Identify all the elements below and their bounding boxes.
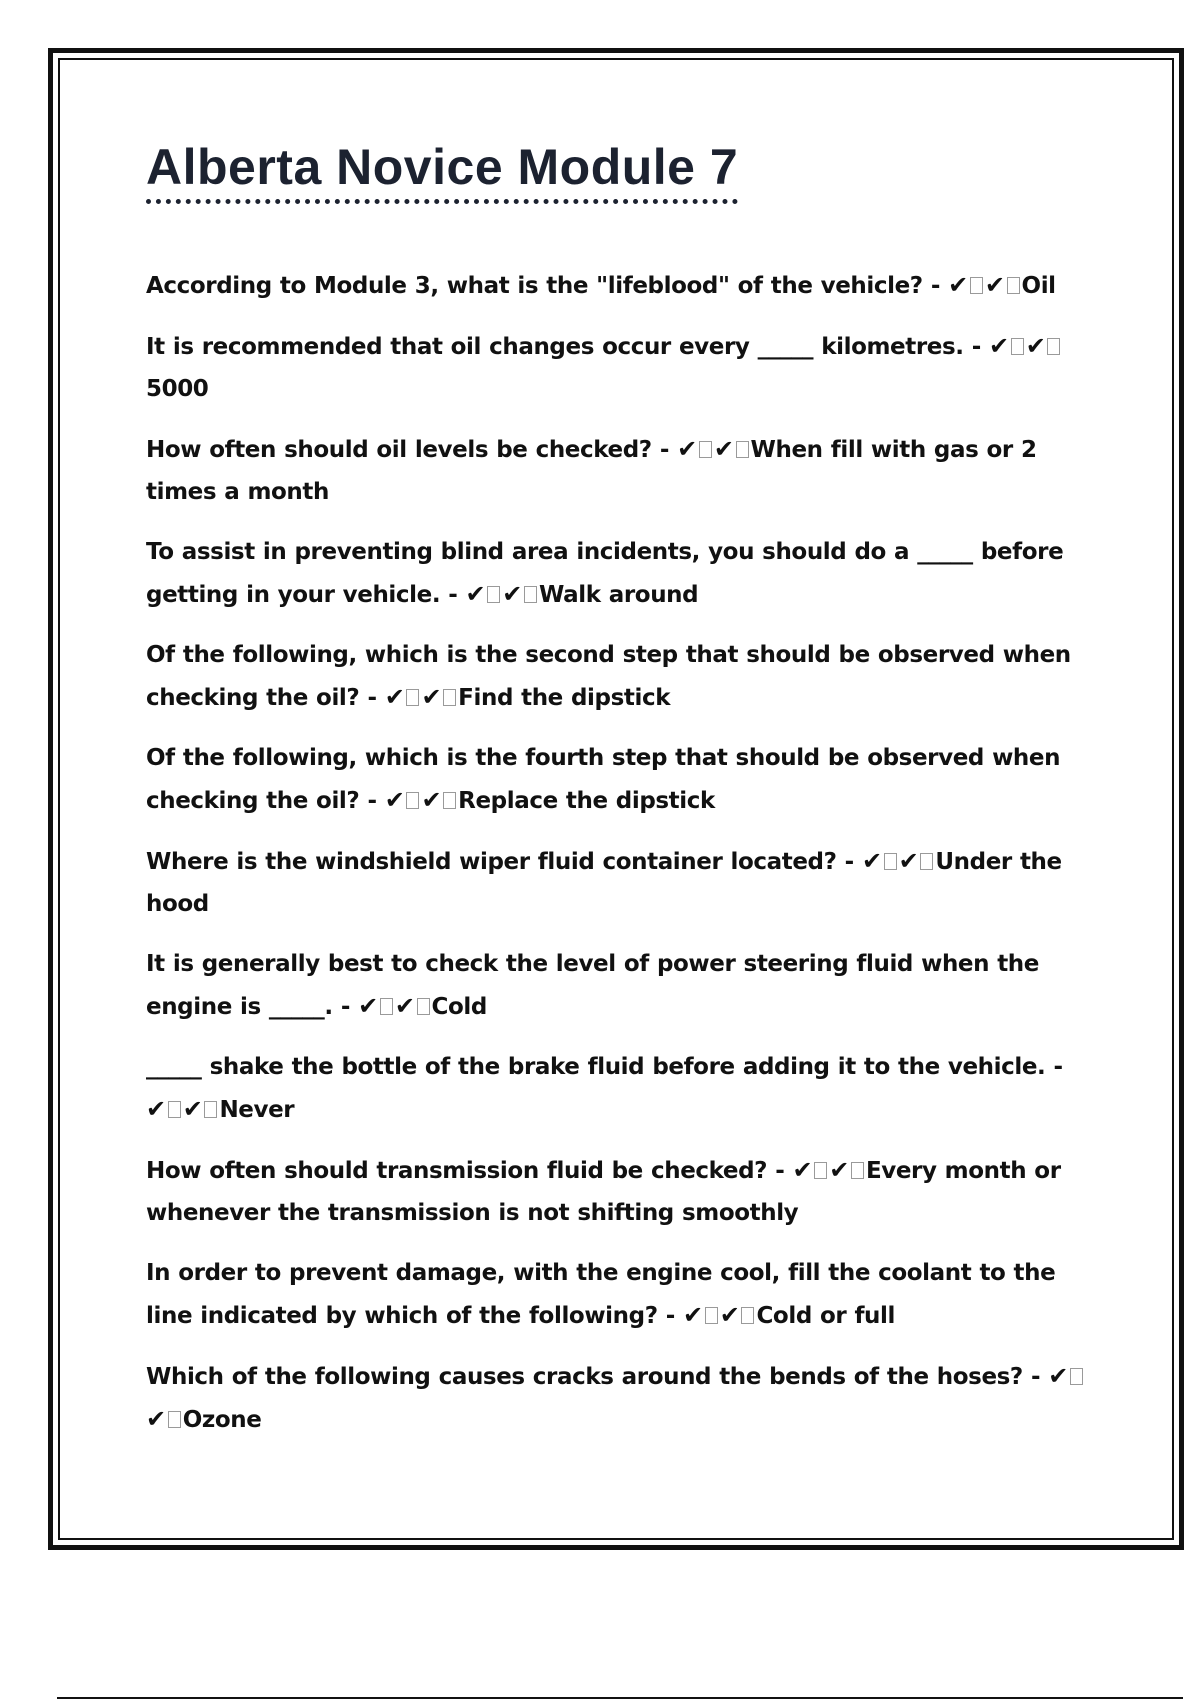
question-text: _____ shake the bottle of the brake fluid before adding it to the vehicle.: [146, 1054, 1046, 1080]
check-mark-icon: ✔: [989, 332, 1009, 360]
question-text: Of the following, which is the fourth step that should be observed when checking the oil?: [146, 745, 1061, 814]
question-item: [146, 737, 1086, 822]
check-mark-icon: ✔: [384, 786, 405, 814]
empty-box-icon: [168, 1411, 181, 1428]
answer-separator: -: [340, 994, 350, 1020]
question-item: [146, 634, 1086, 719]
check-mark-icon: ✔: [861, 847, 882, 875]
question-text: Where is the windshield wiper fluid container located?: [146, 849, 837, 875]
document-title: Alberta Novice Module 7: [146, 140, 738, 204]
check-mark-icon: ✔: [358, 992, 378, 1020]
answer-text: Cold or full: [756, 1303, 895, 1329]
question-text: In order to prevent damage, with the engine cool, fill the coolant to the line indicated by which of the following?: [146, 1260, 1056, 1329]
answer-separator: -: [665, 1303, 675, 1329]
question-list: [146, 264, 1086, 1441]
question-text: According to Module 3, what is the "lifeblood" of the vehicle?: [146, 273, 923, 299]
check-mark-icon: ✔: [683, 1301, 703, 1329]
check-mark-icon: ✔: [713, 435, 734, 463]
check-mark-icon: ✔: [984, 271, 1005, 299]
answer-separator: -: [971, 334, 981, 360]
answer-text: Oil: [1021, 273, 1056, 299]
empty-box-icon: [417, 998, 430, 1015]
empty-box-icon: [884, 853, 897, 870]
check-mark-icon: ✔: [394, 992, 415, 1020]
empty-box-icon: [406, 689, 419, 706]
empty-box-icon: [168, 1101, 181, 1118]
answer-text: When fill with gas or 2 times a month: [146, 437, 1037, 505]
empty-box-icon: [204, 1101, 217, 1118]
empty-box-icon: [443, 689, 456, 706]
check-mark-icon: ✔: [1048, 1362, 1068, 1390]
check-mark-icon: ✔: [948, 271, 968, 299]
question-item: [146, 1252, 1086, 1337]
question-item: [146, 325, 1086, 410]
question-item: [146, 840, 1086, 925]
check-mark-icon: ✔: [792, 1156, 813, 1184]
question-item: [146, 264, 1086, 307]
empty-box-icon: [814, 1162, 827, 1179]
empty-box-icon: [699, 441, 712, 458]
answer-text: Cold: [431, 994, 487, 1020]
check-mark-icon: ✔: [146, 1405, 166, 1433]
question-text: Which of the following causes cracks around the bends of the hoses?: [146, 1364, 1023, 1390]
empty-box-icon: [1070, 1368, 1083, 1385]
check-mark-icon: ✔: [502, 580, 522, 608]
empty-box-icon: [487, 586, 500, 603]
answer-text: Under the hood: [146, 849, 1062, 917]
empty-box-icon: [970, 277, 983, 294]
question-item: [146, 1046, 1086, 1131]
empty-box-icon: [1047, 338, 1060, 355]
question-text: How often should transmission fluid be checked?: [146, 1158, 768, 1184]
question-text: Of the following, which is the second step that should be observed when checking the oil?: [146, 642, 1071, 711]
question-item: [146, 1355, 1086, 1441]
empty-box-icon: [736, 441, 749, 458]
check-mark-icon: ✔: [677, 435, 697, 463]
answer-text: Ozone: [182, 1407, 262, 1433]
document-content: [146, 140, 1086, 1459]
empty-box-icon: [524, 586, 537, 603]
check-mark-icon: ✔: [421, 786, 442, 814]
check-mark-icon: ✔: [182, 1095, 203, 1123]
question-item: [146, 943, 1086, 1028]
question-item: [146, 1149, 1086, 1234]
check-mark-icon: ✔: [719, 1301, 740, 1329]
answer-separator: -: [659, 437, 669, 463]
check-mark-icon: ✔: [465, 580, 486, 608]
answer-text: Walk around: [538, 582, 699, 608]
empty-box-icon: [1007, 277, 1020, 294]
answer-separator: -: [930, 273, 940, 299]
answer-text: 5000: [146, 376, 209, 402]
answer-separator: -: [1053, 1054, 1063, 1080]
question-text: How often should oil levels be checked?: [146, 437, 652, 463]
bottom-rule: [57, 1697, 1183, 1699]
answer-separator: -: [448, 582, 458, 608]
empty-box-icon: [443, 792, 456, 809]
answer-text: Find the dipstick: [458, 685, 671, 711]
empty-box-icon: [380, 998, 393, 1015]
answer-separator: -: [844, 849, 854, 875]
question-item: [146, 428, 1086, 513]
check-mark-icon: ✔: [829, 1156, 849, 1184]
check-mark-icon: ✔: [1025, 332, 1046, 360]
question-text: It is generally best to check the level of power steering fluid when the engine is _____.: [146, 951, 1039, 1020]
question-text: It is recommended that oil changes occur every _____ kilometres.: [146, 334, 964, 360]
check-mark-icon: ✔: [146, 1095, 166, 1123]
empty-box-icon: [705, 1307, 718, 1324]
empty-box-icon: [920, 853, 933, 870]
empty-box-icon: [851, 1162, 864, 1179]
question-text: To assist in preventing blind area incidents, you should do a _____ before getting in your vehicle.: [146, 539, 1064, 608]
answer-text: Replace the dipstick: [458, 788, 715, 814]
answer-text: Never: [219, 1097, 295, 1123]
answer-separator: -: [367, 788, 377, 814]
check-mark-icon: ✔: [384, 683, 405, 711]
empty-box-icon: [1011, 338, 1024, 355]
answer-separator: -: [775, 1158, 785, 1184]
check-mark-icon: ✔: [898, 847, 919, 875]
answer-separator: -: [367, 685, 377, 711]
check-mark-icon: ✔: [421, 683, 442, 711]
empty-box-icon: [741, 1307, 754, 1324]
answer-separator: -: [1030, 1364, 1041, 1390]
question-item: [146, 531, 1086, 616]
empty-box-icon: [406, 792, 419, 809]
answer-text: Every month or whenever the transmission is not shifting smoothly: [146, 1158, 1061, 1226]
